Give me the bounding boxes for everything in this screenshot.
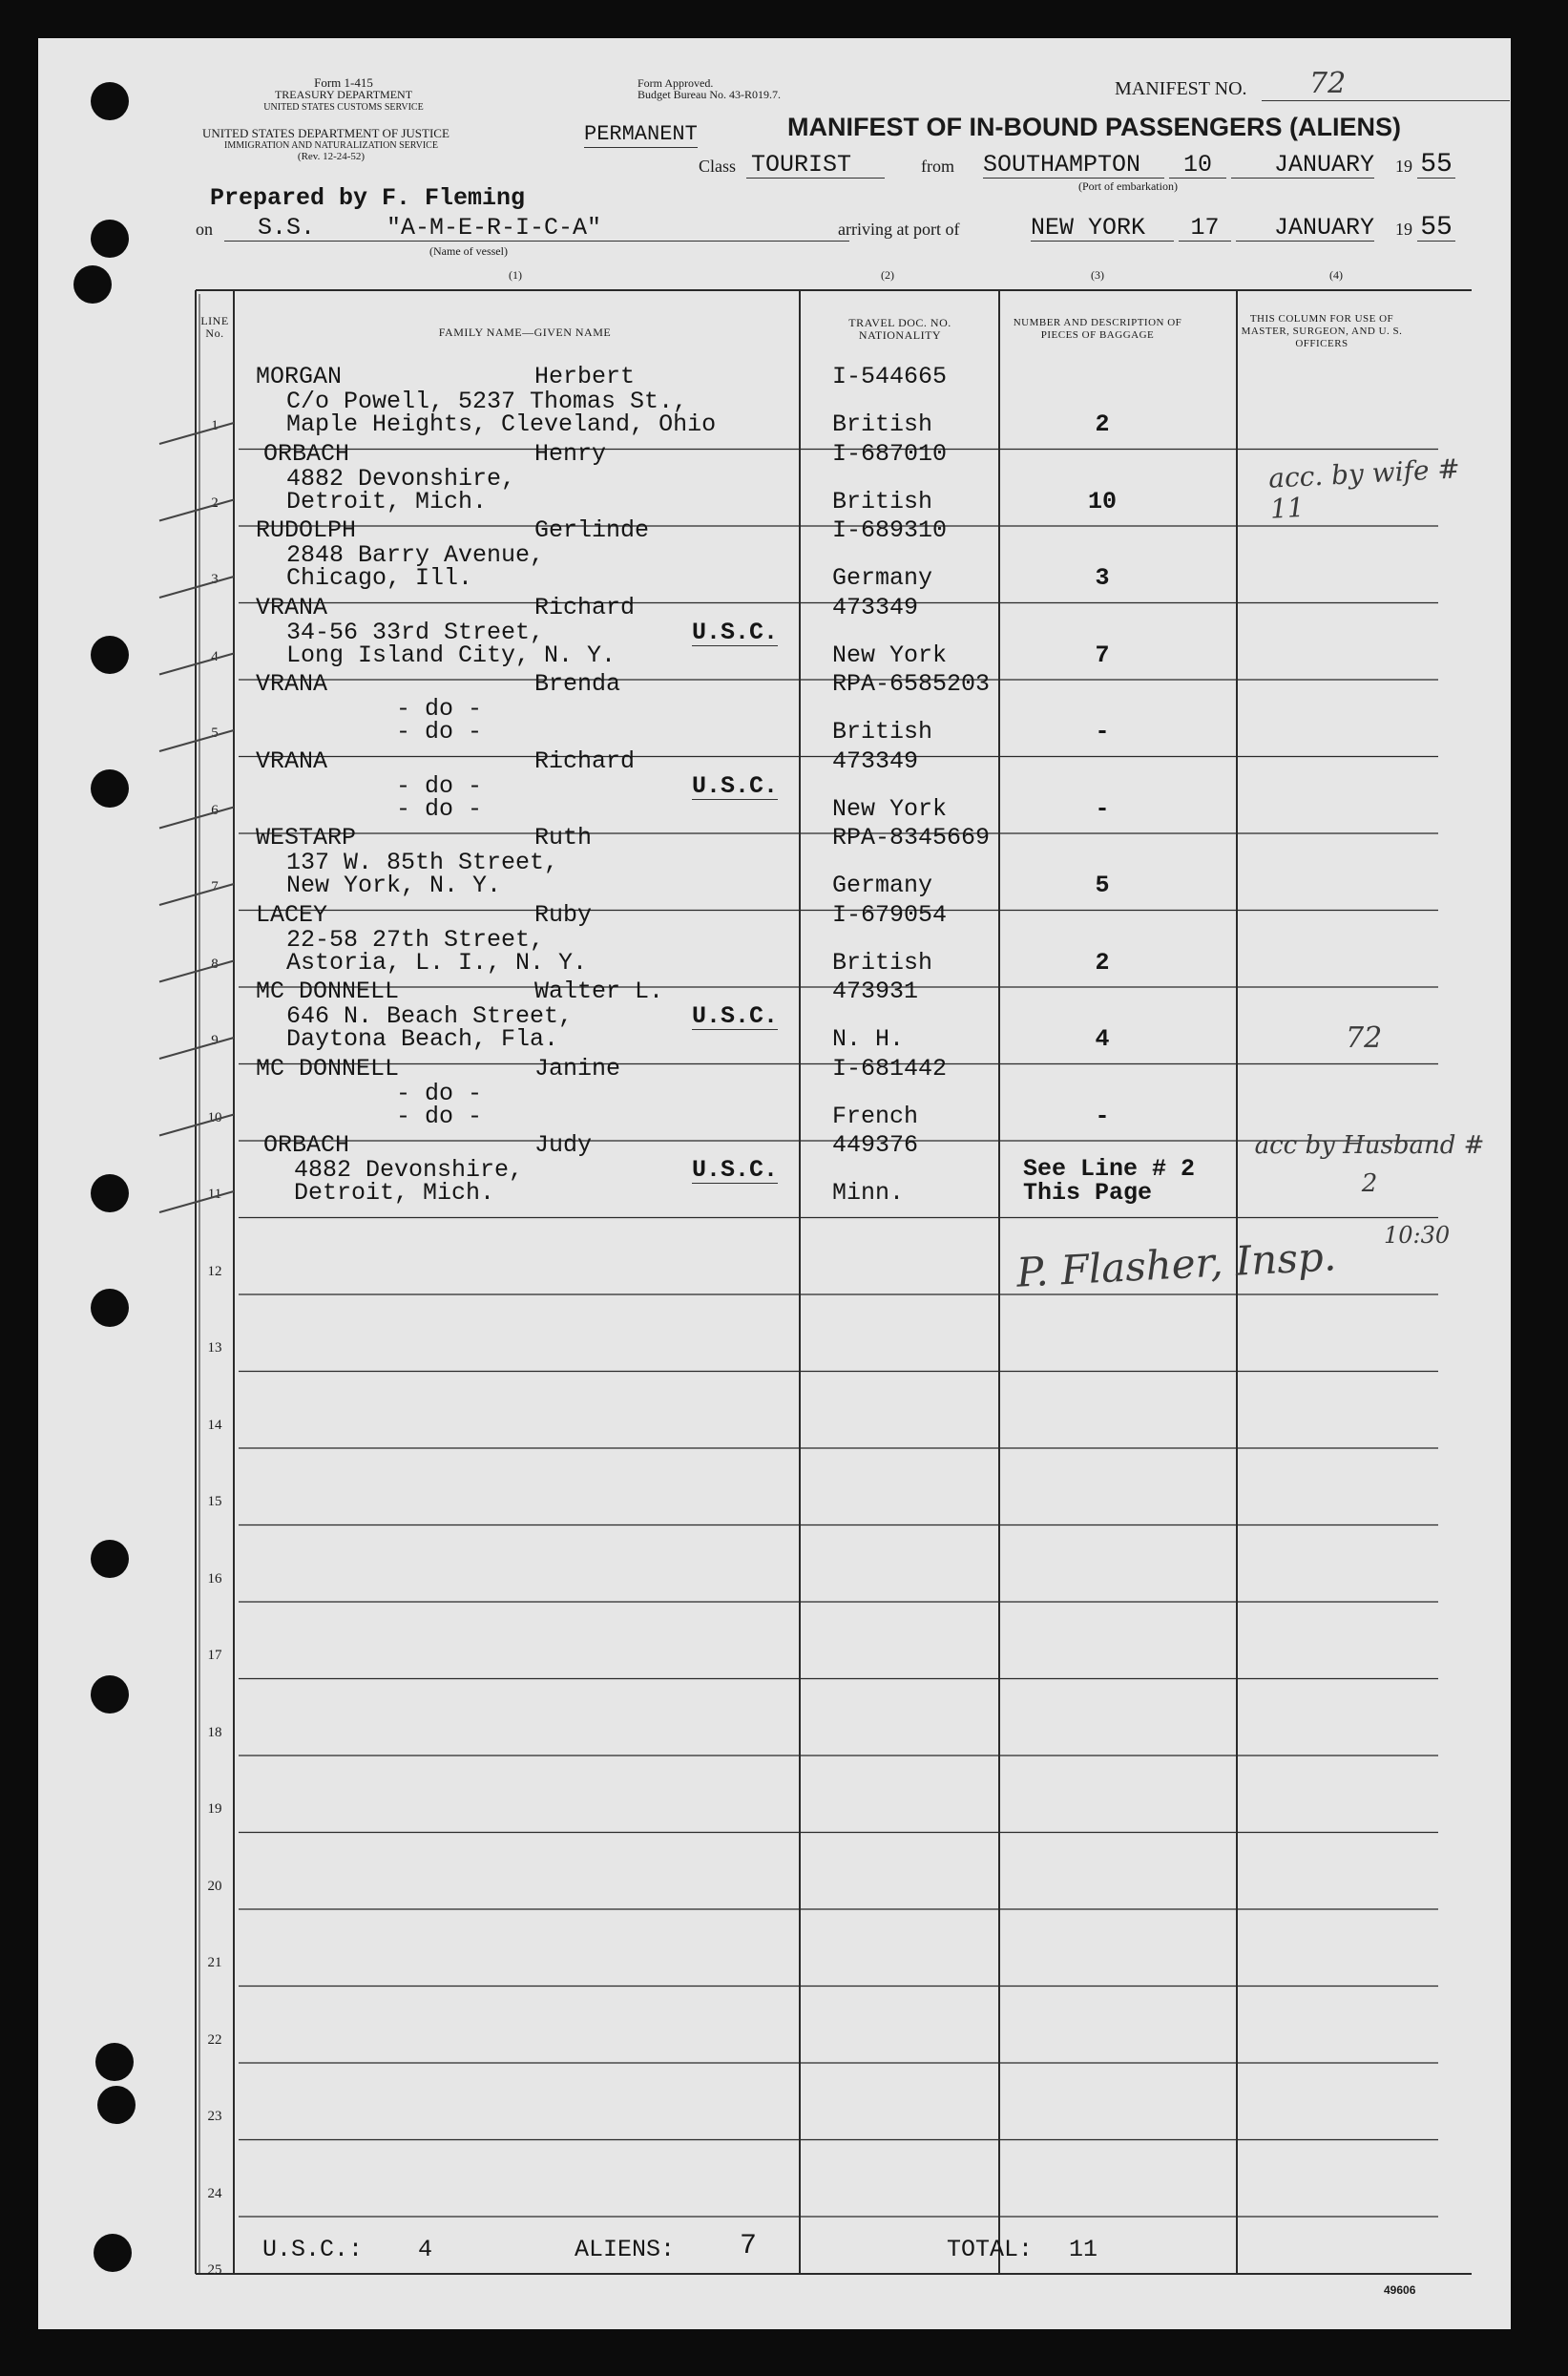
baggage-count: 2 xyxy=(1095,410,1110,438)
aliens-total: 7 xyxy=(740,2230,758,2262)
address-line-1: 4882 Devonshire, xyxy=(294,1156,524,1184)
customs-service: UNITED STATES CUSTOMS SERVICE xyxy=(263,102,424,113)
line-number: 7 xyxy=(211,879,219,894)
baggage-note: See Line # 2 xyxy=(1023,1155,1196,1183)
form-approved: Form Approved. xyxy=(638,76,714,90)
address-line-2: Astoria, L. I., N. Y. xyxy=(286,948,588,977)
family-name: VRANA xyxy=(256,670,328,698)
usc-mark: U.S.C. xyxy=(692,618,779,646)
handwritten-note-line-9: 72 xyxy=(1346,1021,1383,1055)
given-name: Ruby xyxy=(534,900,593,929)
baggage-count: 2 xyxy=(1095,948,1110,977)
address-line-2: - do - xyxy=(396,718,483,746)
nationality: British xyxy=(832,410,933,438)
family-name: VRANA xyxy=(256,746,328,775)
given-name: Brenda xyxy=(534,670,621,698)
class-label: Class xyxy=(699,157,737,176)
line-number: 19 xyxy=(207,1801,222,1817)
line-number: 21 xyxy=(207,1955,222,1970)
handwritten-note-line-2: acc. by wife # 11 xyxy=(1267,452,1461,525)
vessel-name: S.S. "A-M-E-R-I-C-A" xyxy=(224,216,849,242)
arrival-day: 17 xyxy=(1179,216,1231,242)
status-permanent: PERMANENT xyxy=(584,122,698,146)
travel-doc-no: 473931 xyxy=(832,978,919,1005)
address-line-2: New York, N. Y. xyxy=(286,872,502,899)
departure-year-prefix: 19 xyxy=(1395,157,1412,176)
nationality: Minn. xyxy=(832,1179,905,1207)
inspection-time: 10:30 xyxy=(1384,1222,1451,1249)
usc-mark: U.S.C. xyxy=(692,1156,779,1184)
baggage-header: NUMBER AND DESCRIPTION OF PIECES OF BAGGAGE xyxy=(1013,317,1182,341)
line-no-header: LINE No. xyxy=(200,314,229,340)
aliens-total-label: ALIENS: xyxy=(575,2236,676,2263)
baggage-count: 4 xyxy=(1095,1025,1110,1053)
baggage-count: - xyxy=(1095,794,1110,823)
nationality: French xyxy=(832,1102,919,1130)
family-name: ORBACH xyxy=(263,1131,350,1159)
line-number: 12 xyxy=(207,1263,222,1279)
travel-doc-no: I-544665 xyxy=(832,363,948,390)
travel-doc-no: I-687010 xyxy=(832,439,948,468)
baggage-count: 3 xyxy=(1095,564,1110,592)
line-number: 1 xyxy=(211,418,219,433)
address-line-1: 2848 Barry Avenue, xyxy=(286,541,545,569)
given-name: Henry xyxy=(534,439,607,468)
manifest-number: 72 xyxy=(1262,67,1510,101)
name-header: FAMILY NAME—GIVEN NAME xyxy=(438,326,612,339)
treasury-department: TREASURY DEPARTMENT xyxy=(274,88,413,101)
footer-code: 49606 xyxy=(1384,2283,1416,2297)
baggage-count: 5 xyxy=(1095,872,1110,899)
grand-total-label: TOTAL: xyxy=(947,2236,1034,2263)
line-number: 8 xyxy=(211,956,219,972)
line-number: 6 xyxy=(211,802,219,818)
line-number: 15 xyxy=(207,1494,222,1509)
address-line-1: 22-58 27th Street, xyxy=(286,925,545,954)
address-line-1: - do - xyxy=(396,1079,483,1107)
ins-service: IMMIGRATION AND NATURALIZATION SERVICE xyxy=(224,140,438,151)
nationality: British xyxy=(832,718,933,746)
line-number: 18 xyxy=(207,1724,222,1740)
given-name: Richard xyxy=(534,746,636,775)
travel-doc-no: I-681442 xyxy=(832,1054,948,1083)
usc-total: 4 xyxy=(418,2236,433,2263)
line-number: 25 xyxy=(207,2262,222,2278)
line-number: 2 xyxy=(211,494,219,511)
travel-doc-no: 473349 xyxy=(832,746,919,775)
line-number: 23 xyxy=(207,2109,222,2124)
justice-department: UNITED STATES DEPARTMENT OF JUSTICE xyxy=(202,126,449,140)
usc-mark: U.S.C. xyxy=(692,771,779,800)
address-line-2: Daytona Beach, Fla. xyxy=(286,1025,559,1053)
line-number: 22 xyxy=(207,2031,222,2048)
line-number: 5 xyxy=(211,725,219,741)
family-name: MC DONNELL xyxy=(256,978,400,1005)
line-number: 16 xyxy=(207,1570,222,1587)
manifest-no-label: MANIFEST NO. xyxy=(1115,78,1247,99)
address-line-1: - do - xyxy=(396,695,483,723)
manifest-sheet xyxy=(38,38,1511,2329)
family-name: RUDOLPH xyxy=(256,516,357,544)
family-name: VRANA xyxy=(256,593,328,621)
address-line-1: 4882 Devonshire, xyxy=(286,464,516,493)
nationality: British xyxy=(832,487,933,515)
line-number: 13 xyxy=(207,1340,222,1356)
travel-doc-no: I-679054 xyxy=(832,900,948,929)
class-value: TOURIST xyxy=(746,153,885,179)
form-number: Form 1-415 xyxy=(314,75,373,90)
travel-doc-no: 473349 xyxy=(832,593,919,621)
given-name: Ruth xyxy=(534,824,593,852)
manifest-title: MANIFEST OF IN-BOUND PASSENGERS (ALIENS) xyxy=(787,113,1402,141)
line-number: 10 xyxy=(207,1109,222,1125)
address-line-1: - do - xyxy=(396,771,483,800)
nationality: Germany xyxy=(832,564,933,592)
handwritten-note-line-11: acc by Husband # 2 xyxy=(1254,1131,1485,1198)
column-number: (1) xyxy=(509,268,522,282)
given-name: Gerlinde xyxy=(534,516,650,544)
address-line-2: Maple Heights, Cleveland, Ohio xyxy=(286,410,717,438)
given-name: Walter L. xyxy=(534,978,664,1005)
travel-doc-no: RPA-8345669 xyxy=(832,824,991,852)
given-name: Judy xyxy=(534,1131,593,1159)
given-name: Richard xyxy=(534,593,636,621)
departure-month: JANUARY xyxy=(1231,153,1374,179)
travel-doc-no: RPA-6585203 xyxy=(832,670,991,698)
baggage-note: This Page xyxy=(1023,1179,1153,1207)
baggage-count: - xyxy=(1095,1102,1110,1130)
travel-doc-no: I-689310 xyxy=(832,516,948,544)
address-line-1: 137 W. 85th Street, xyxy=(286,849,559,876)
baggage-count: 7 xyxy=(1095,641,1110,669)
address-line-2: - do - xyxy=(396,794,483,823)
from-label: from xyxy=(921,157,954,176)
form-revision: (Rev. 12-24-52) xyxy=(297,151,366,162)
grand-total: 11 xyxy=(1069,2236,1098,2263)
family-name: LACEY xyxy=(256,900,328,929)
given-name: Herbert xyxy=(534,363,636,390)
nationality: New York xyxy=(832,794,948,823)
line-number: 11 xyxy=(207,1187,222,1202)
on-label: on xyxy=(196,220,213,239)
line-number: 24 xyxy=(207,2185,222,2201)
column-number: (3) xyxy=(1091,268,1104,282)
family-name: MORGAN xyxy=(256,363,343,390)
address-line-1: 646 N. Beach Street, xyxy=(286,1002,574,1030)
line-number: 4 xyxy=(211,648,219,664)
pencil-tick-marks xyxy=(38,38,1511,2329)
departure-year: 55 xyxy=(1417,153,1455,179)
travel-doc-header: TRAVEL DOC. NO. NATIONALITY xyxy=(848,316,951,342)
usc-mark: U.S.C. xyxy=(692,1002,779,1030)
travel-doc-no: 449376 xyxy=(832,1131,919,1159)
baggage-count: 10 xyxy=(1087,487,1117,515)
from-port: SOUTHAMPTON xyxy=(983,153,1164,179)
budget-bureau: Budget Bureau No. 43-R019.7. xyxy=(638,88,781,101)
family-name: WESTARP xyxy=(256,824,357,852)
address-line-2: Chicago, Ill. xyxy=(286,564,473,592)
nationality: New York xyxy=(832,641,948,669)
line-number: 9 xyxy=(211,1033,219,1048)
line-number: 17 xyxy=(207,1648,222,1663)
arrival-year: 55 xyxy=(1417,216,1455,242)
address-line-2: - do - xyxy=(396,1102,483,1130)
line-number: 3 xyxy=(211,572,219,587)
address-line-2: Detroit, Mich. xyxy=(286,487,488,515)
column-number: (4) xyxy=(1329,268,1343,282)
port-embark-note: (Port of embarkation) xyxy=(1078,179,1178,193)
arriving-label: arriving at port of xyxy=(838,220,960,239)
given-name: Janine xyxy=(534,1054,621,1083)
arrival-port: NEW YORK xyxy=(1031,216,1174,242)
baggage-count: - xyxy=(1095,718,1110,746)
address-line-1: C/o Powell, 5237 Thomas St., xyxy=(286,388,688,415)
line-number: 20 xyxy=(207,1878,222,1894)
inspector-signature: P. Flasher, Insp. xyxy=(1014,1232,1338,1296)
line-number: 14 xyxy=(207,1417,222,1433)
arrival-month: JANUARY xyxy=(1236,216,1374,242)
family-name: MC DONNELL xyxy=(256,1054,400,1083)
column-number: (2) xyxy=(881,268,894,282)
address-line-1: 34-56 33rd Street, xyxy=(286,618,545,646)
officers-header: THIS COLUMN FOR USE OF MASTER, SURGEON, AND U. S. OFFICERS xyxy=(1241,313,1403,349)
prepared-by: Prepared by F. Fleming xyxy=(210,184,526,212)
departure-day: 10 xyxy=(1169,153,1226,179)
vessel-note: (Name of vessel) xyxy=(429,244,508,258)
family-name: ORBACH xyxy=(263,439,350,468)
nationality: British xyxy=(832,948,933,977)
address-line-2: Long Island City, N. Y. xyxy=(286,641,617,669)
arrival-year-prefix: 19 xyxy=(1395,220,1412,239)
usc-total-label: U.S.C.: xyxy=(262,2236,364,2263)
nationality: Germany xyxy=(832,872,933,899)
nationality: N. H. xyxy=(832,1025,905,1053)
address-line-2: Detroit, Mich. xyxy=(294,1179,495,1207)
